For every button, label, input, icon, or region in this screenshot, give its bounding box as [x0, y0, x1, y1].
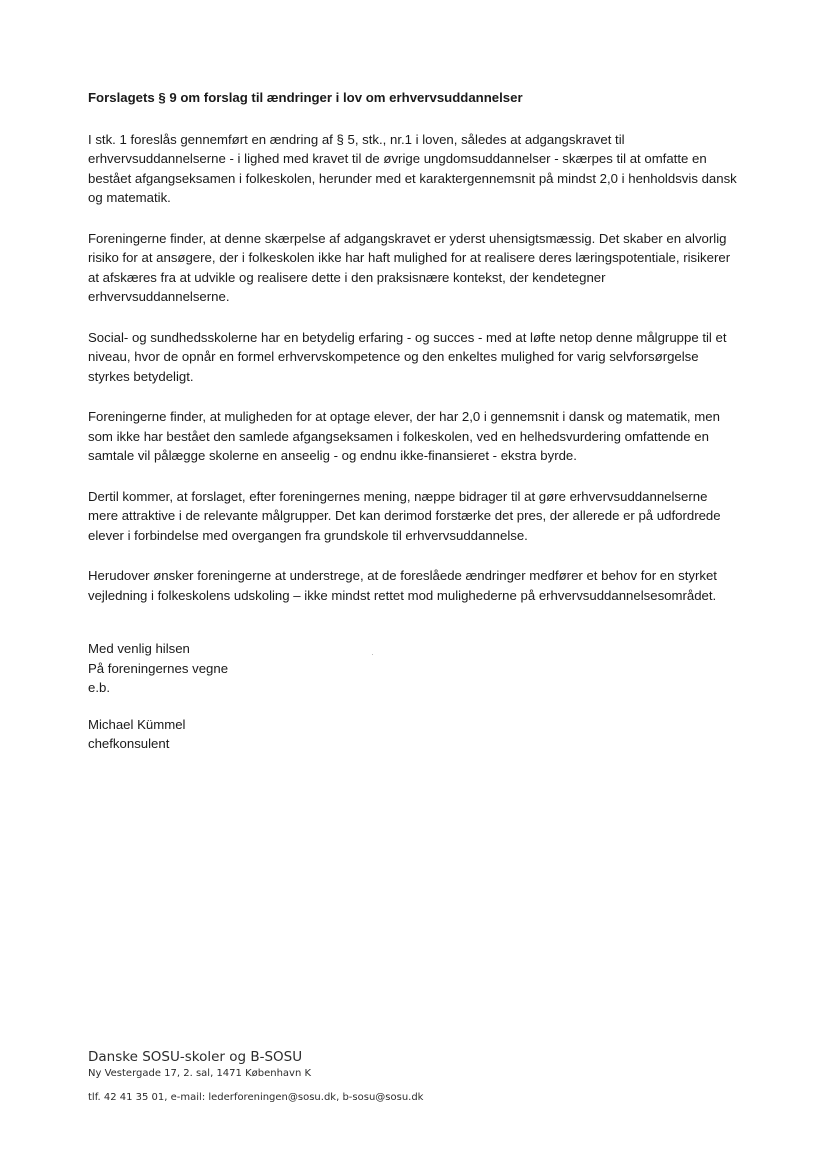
footer-organization: Danske SOSU-skoler og B-SOSU	[88, 1049, 303, 1065]
footer-address: Ny Vestergade 17, 2. sal, 1471 København K	[88, 1068, 312, 1079]
paragraph-risk: Foreningerne finder, at denne skærpelse af adgangskravet er yderst uhensigtsmæssig. Det skaber en alvorlig risiko for at ansøgere, der i folkeskolen ikke har haft mulighed for at realisere deres læringspotentiale, risikerer at afskæres fra at udvikle og realisere dette i den praksisnære kontekst, der kendetegner erhvervsuddannelserne.	[88, 230, 731, 304]
closing-greeting: Med venlig hilsen	[88, 641, 190, 656]
footer-contact: tlf. 42 41 35 01, e-mail: lederforeningen@sosu.dk, b-sosu@sosu.dk	[88, 1092, 424, 1103]
signature-block	[88, 715, 738, 754]
paragraph-guidance: Herudover ønsker foreningerne at understrege, at de foreslåede ændringer medfører et behov for en styrket vejledning i folkeskolens udskoling – ikke mindst rettet mod mulighederne på erhvervsuddannelsesområdet.	[88, 568, 717, 603]
closing-block	[88, 639, 738, 698]
signature-title: chefkonsulent	[88, 736, 170, 751]
paragraph-attractiveness: Dertil kommer, at forslaget, efter foreningernes mening, næppe bidrager til at gøre erhvervsuddannelserne mere attraktive i de relevante målgrupper. Det kan derimod forstærke det pres, der allerede er på udfordrede elever i forbindelse med overgangen fra grundskole til erhvervsuddannelse.	[88, 488, 721, 543]
paragraph-experience: Social- og sundhedsskolerne har en betydelig erfaring - og succes - med at løfte netop denne målgruppe til et niveau, hvor de opnår en formel erhvervskompetence og den enkeltes mulighed for varig selvforsørgelse styrkes betydeligt.	[88, 329, 727, 384]
letter-body	[88, 88, 738, 754]
paragraph-amendment: I stk. 1 foreslås gennemført en ændring af § 5, stk., nr.1 i loven, således at adgangskravet til erhvervsuddannelserne - i lighed med kravet til de øvrige ungdomsuddannelser - skærpes til at omfatte en bestået afgangseksamen i folkeskolen, herunder med et karaktergennemsnit på mindst 2,0 i henholdsvis dansk og matematik.	[88, 131, 737, 205]
scan-speck	[372, 654, 373, 655]
letterhead-footer	[88, 1048, 688, 1106]
paragraph-burden: Foreningerne finder, at muligheden for at optage elever, der har 2,0 i gennemsnit i dansk og matematik, men som ikke har bestået den samlede afgangseksamen i folkeskolen, ved en helhedsvurdering omfattende en samtale vil pålægge skolerne en anseelig - og endnu ikke-finansieret - ekstra byrde.	[88, 409, 720, 463]
closing-eb: e.b.	[88, 680, 110, 695]
signature-name: Michael Kümmel	[88, 716, 186, 732]
section-heading: Forslagets § 9 om forslag til ændringer i lov om erhvervsuddannelser	[88, 90, 523, 105]
closing-behalf: På foreningernes vegne	[88, 660, 229, 676]
